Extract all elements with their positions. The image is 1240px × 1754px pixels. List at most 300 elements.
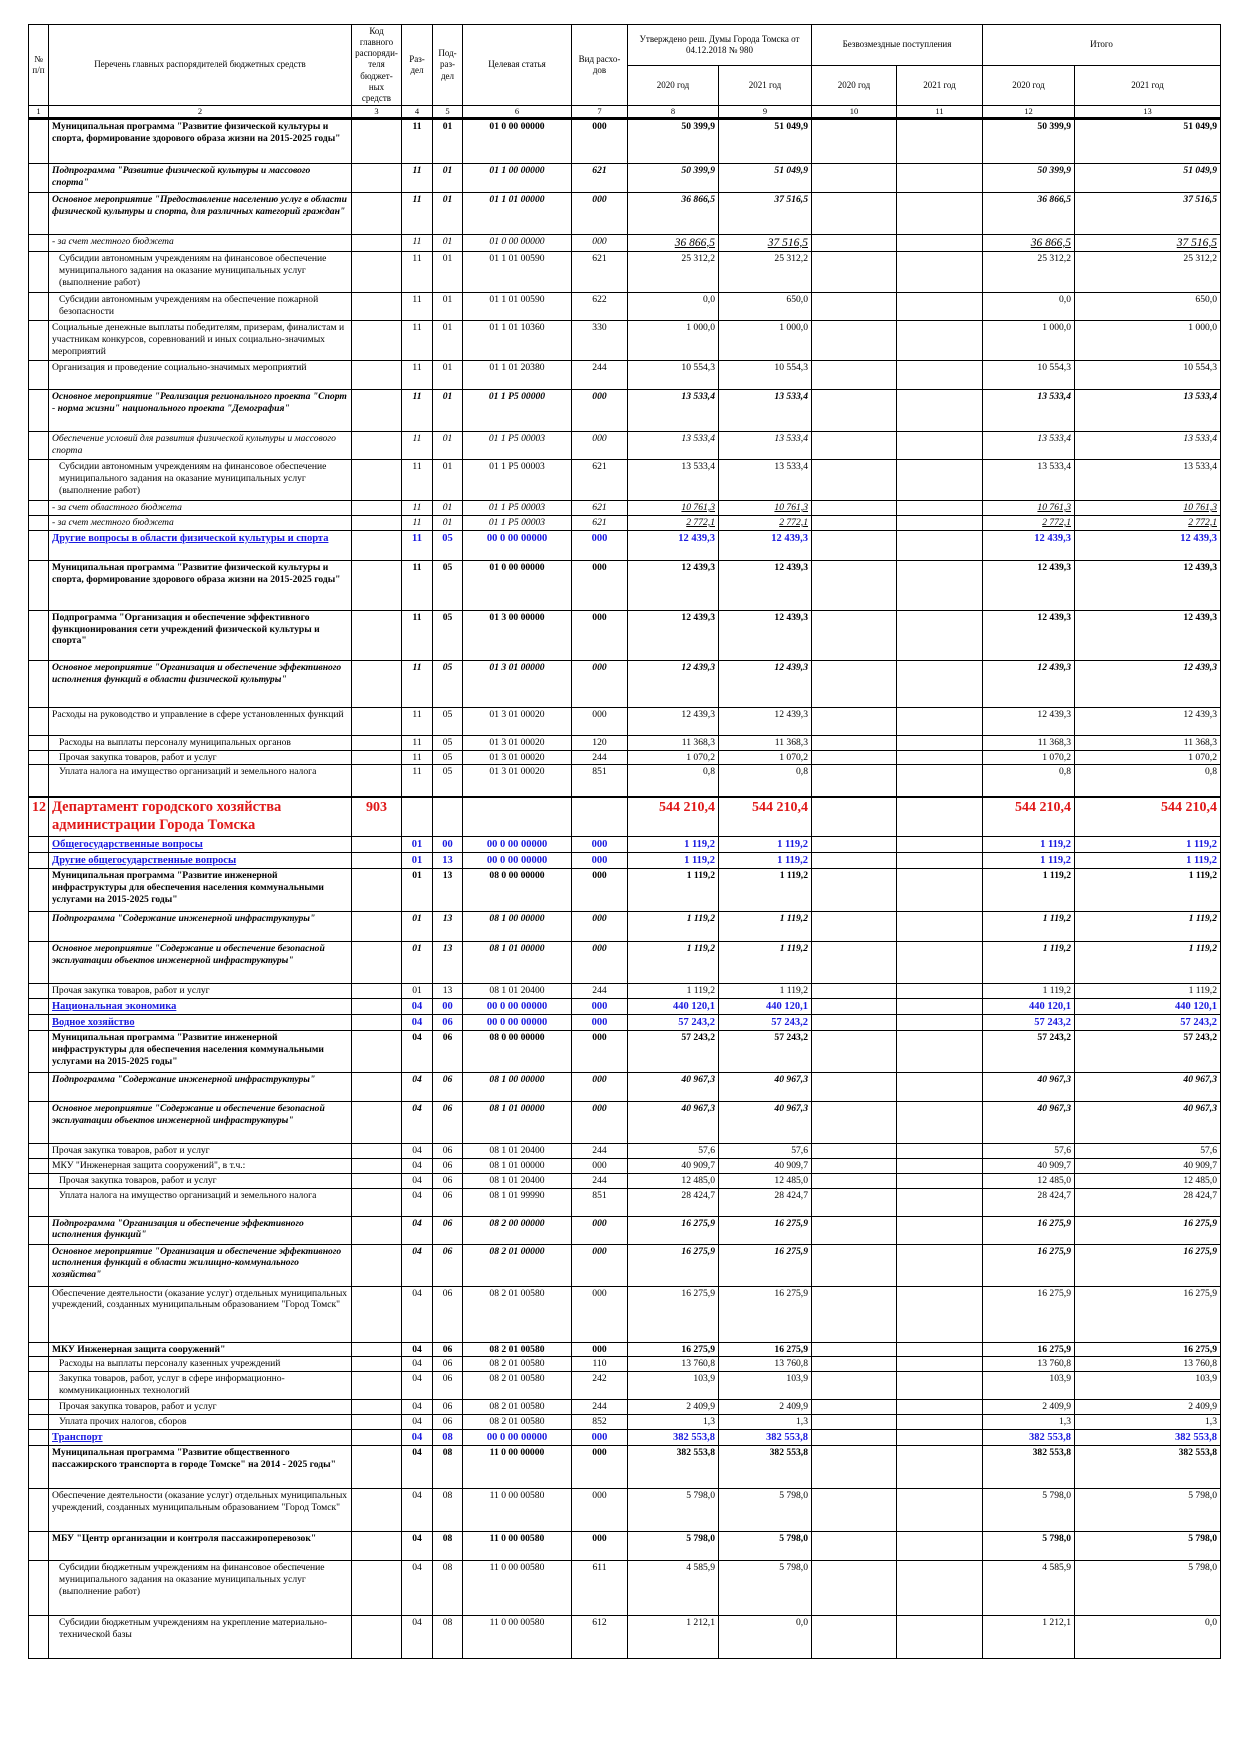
row-total-2020-cell: 1,3 (983, 1415, 1075, 1430)
row-subsection-cell: 05 (433, 560, 463, 610)
row-number-cell (29, 1173, 49, 1188)
row-number-cell (29, 500, 49, 515)
row-subsection-cell: 06 (433, 1415, 463, 1430)
row-subsection-cell: 06 (433, 1143, 463, 1158)
row-code-cell (352, 1286, 402, 1342)
row-total-2021-cell: 37 516,5 (1075, 192, 1221, 234)
row-target-cell: 00 0 00 00000 (463, 998, 572, 1014)
row-section-cell: 11 (402, 735, 433, 750)
row-total-2021-cell: 1 119,2 (1075, 868, 1221, 911)
row-number-cell (29, 1143, 49, 1158)
row-number-cell (29, 1357, 49, 1372)
row-total-2020-cell: 0,0 (983, 292, 1075, 320)
table-row (29, 660, 1221, 707)
table-row (29, 1286, 1221, 1342)
row-target-cell: 01 1 01 10360 (463, 320, 572, 360)
column-number: 7 (572, 106, 628, 119)
row-number-cell (29, 1415, 49, 1430)
row-name-cell: Основное мероприятие "Содержание и обеспечение безопасной эксплуатации объектов инженерной инфраструктуры" (49, 1101, 352, 1143)
row-total-2021-cell: 13 533,4 (1075, 431, 1221, 459)
row-target-cell: 08 2 01 00580 (463, 1400, 572, 1415)
row-total-2021-cell: 12 439,3 (1075, 560, 1221, 610)
row-total-2020-cell: 1 070,2 (983, 750, 1075, 765)
row-number-cell (29, 431, 49, 459)
row-total-2020-cell: 382 553,8 (983, 1430, 1075, 1446)
row-section-cell: 04 (402, 1372, 433, 1400)
row-total-2021-cell: 2 772,1 (1075, 515, 1221, 530)
row-code-cell (352, 1415, 402, 1430)
row-gratuitous-2020-cell (812, 560, 897, 610)
row-expense-type-cell: 000 (572, 118, 628, 163)
row-approved-2021-cell: 57,6 (719, 1143, 812, 1158)
row-expense-type-cell: 244 (572, 1143, 628, 1158)
row-total-2021-cell: 5 798,0 (1075, 1561, 1221, 1616)
row-expense-type-cell: 000 (572, 1216, 628, 1244)
row-code-cell (352, 500, 402, 515)
row-section-cell: 11 (402, 500, 433, 515)
row-target-cell: 08 1 01 99990 (463, 1188, 572, 1216)
row-number-cell (29, 251, 49, 292)
header-year-2020: 2020 год (983, 65, 1075, 106)
row-code-cell (352, 1216, 402, 1244)
row-gratuitous-2021-cell (897, 941, 983, 983)
row-section-cell: 04 (402, 1561, 433, 1616)
row-name-cell: Закупка товаров, работ, услуг в сфере информационно-коммуникационных технологий (49, 1372, 352, 1400)
row-total-2020-cell: 12 439,3 (983, 530, 1075, 560)
row-subsection-cell: 08 (433, 1616, 463, 1659)
row-subsection-cell: 08 (433, 1446, 463, 1489)
row-gratuitous-2020-cell (812, 1372, 897, 1400)
row-code-cell (352, 389, 402, 431)
header-subsection: Под-раз-дел (433, 25, 463, 106)
row-code-cell (352, 1188, 402, 1216)
row-code-cell (352, 1400, 402, 1415)
row-subsection-cell: 05 (433, 660, 463, 707)
row-section-cell: 01 (402, 941, 433, 983)
row-name-cell: Субсидии бюджетным учреждениям на укрепление материально-технической базы (49, 1616, 352, 1659)
row-section-cell: 11 (402, 750, 433, 765)
row-expense-type-cell: 000 (572, 868, 628, 911)
row-name-cell: Прочая закупка товаров, работ и услуг (49, 1400, 352, 1415)
row-target-cell: 01 3 00 00000 (463, 610, 572, 660)
row-approved-2020-cell: 12 439,3 (628, 660, 719, 707)
row-section-cell: 04 (402, 1173, 433, 1188)
row-number-cell (29, 765, 49, 797)
row-total-2021-cell: 1 119,2 (1075, 911, 1221, 941)
row-expense-type-cell: 330 (572, 320, 628, 360)
table-row (29, 431, 1221, 459)
table-row (29, 118, 1221, 163)
row-approved-2021-cell: 12 439,3 (719, 610, 812, 660)
row-name-cell: Транспорт (49, 1430, 352, 1446)
row-code-cell (352, 292, 402, 320)
row-target-cell: 01 0 00 00000 (463, 118, 572, 163)
row-number-cell (29, 735, 49, 750)
row-total-2021-cell: 11 368,3 (1075, 735, 1221, 750)
column-number: 10 (812, 106, 897, 119)
row-code-cell (352, 1616, 402, 1659)
row-name-cell: Основное мероприятие "Содержание и обеспечение безопасной эксплуатации объектов инженерной инфраструктуры" (49, 941, 352, 983)
row-target-cell: 01 1 01 00590 (463, 292, 572, 320)
row-target-cell: 08 1 01 20400 (463, 983, 572, 998)
row-target-cell: 08 2 01 00580 (463, 1342, 572, 1357)
row-subsection-cell: 01 (433, 192, 463, 234)
row-expense-type-cell: 621 (572, 500, 628, 515)
row-gratuitous-2021-cell (897, 707, 983, 735)
row-code-cell (352, 1357, 402, 1372)
row-gratuitous-2021-cell (897, 1430, 983, 1446)
row-number-cell: 12 (29, 797, 49, 836)
row-approved-2021-cell: 1 119,2 (719, 983, 812, 998)
row-total-2020-cell: 1 119,2 (983, 983, 1075, 998)
table-row (29, 1143, 1221, 1158)
row-approved-2021-cell: 12 439,3 (719, 707, 812, 735)
row-approved-2021-cell: 51 049,9 (719, 163, 812, 192)
row-total-2020-cell: 10 554,3 (983, 360, 1075, 389)
row-gratuitous-2020-cell (812, 1216, 897, 1244)
row-subsection-cell: 06 (433, 1158, 463, 1173)
header-year-2020: 2020 год (812, 65, 897, 106)
row-target-cell: 00 0 00 00000 (463, 1430, 572, 1446)
row-gratuitous-2020-cell (812, 1030, 897, 1072)
row-gratuitous-2020-cell (812, 1357, 897, 1372)
header-code: Код главного распоряди-теля бюджет-ных средств (352, 25, 402, 106)
row-approved-2021-cell: 37 516,5 (719, 192, 812, 234)
row-subsection-cell: 13 (433, 941, 463, 983)
row-code-cell (352, 1173, 402, 1188)
table-row (29, 1030, 1221, 1072)
table-row (29, 610, 1221, 660)
row-code-cell (352, 560, 402, 610)
row-subsection-cell: 05 (433, 735, 463, 750)
row-section-cell: 11 (402, 431, 433, 459)
table-row (29, 500, 1221, 515)
row-approved-2020-cell: 0,8 (628, 765, 719, 797)
row-number-cell (29, 852, 49, 868)
row-approved-2021-cell: 1 070,2 (719, 750, 812, 765)
row-name-cell: Уплата налога на имущество организаций и земельного налога (49, 765, 352, 797)
row-total-2021-cell: 40 967,3 (1075, 1072, 1221, 1101)
row-approved-2021-cell: 40 967,3 (719, 1101, 812, 1143)
row-gratuitous-2020-cell (812, 118, 897, 163)
row-approved-2020-cell: 1 119,2 (628, 868, 719, 911)
row-approved-2021-cell: 1 119,2 (719, 911, 812, 941)
row-number-cell (29, 234, 49, 251)
row-approved-2021-cell: 16 275,9 (719, 1244, 812, 1286)
row-subsection-cell: 06 (433, 1342, 463, 1357)
row-gratuitous-2020-cell (812, 1342, 897, 1357)
row-code-cell (352, 852, 402, 868)
row-target-cell: 01 3 01 00020 (463, 765, 572, 797)
row-gratuitous-2021-cell (897, 360, 983, 389)
row-gratuitous-2020-cell (812, 530, 897, 560)
row-target-cell: 08 2 00 00000 (463, 1216, 572, 1244)
row-total-2020-cell: 13 760,8 (983, 1357, 1075, 1372)
table-row (29, 1446, 1221, 1489)
row-total-2021-cell: 544 210,4 (1075, 797, 1221, 836)
row-total-2020-cell: 1 119,2 (983, 836, 1075, 852)
row-approved-2021-cell: 650,0 (719, 292, 812, 320)
column-number: 2 (49, 106, 352, 119)
row-gratuitous-2021-cell (897, 1561, 983, 1616)
row-code-cell (352, 192, 402, 234)
row-number-cell (29, 1446, 49, 1489)
row-code-cell (352, 459, 402, 500)
row-code-cell (352, 1561, 402, 1616)
header-expense-type: Вид расхо-дов (572, 25, 628, 106)
row-total-2021-cell: 13 533,4 (1075, 459, 1221, 500)
row-subsection-cell: 00 (433, 836, 463, 852)
row-approved-2020-cell: 13 533,4 (628, 459, 719, 500)
row-approved-2020-cell: 16 275,9 (628, 1286, 719, 1342)
row-approved-2020-cell: 5 798,0 (628, 1532, 719, 1561)
row-total-2020-cell: 440 120,1 (983, 998, 1075, 1014)
row-section-cell: 11 (402, 459, 433, 500)
row-name-cell: Подпрограмма "Организация и обеспечение эффективного функционирования сети учреждений физической культуры и спорта" (49, 610, 352, 660)
row-approved-2020-cell: 13 533,4 (628, 389, 719, 431)
row-gratuitous-2020-cell (812, 1489, 897, 1532)
row-expense-type-cell: 244 (572, 1400, 628, 1415)
row-approved-2020-cell: 12 439,3 (628, 707, 719, 735)
row-number-cell (29, 1616, 49, 1659)
row-gratuitous-2020-cell (812, 1244, 897, 1286)
row-section-cell: 11 (402, 118, 433, 163)
table-row (29, 320, 1221, 360)
row-total-2020-cell: 11 368,3 (983, 735, 1075, 750)
row-approved-2020-cell: 382 553,8 (628, 1446, 719, 1489)
row-approved-2020-cell: 13 760,8 (628, 1357, 719, 1372)
row-approved-2021-cell: 1 119,2 (719, 836, 812, 852)
row-approved-2021-cell: 28 424,7 (719, 1188, 812, 1216)
row-approved-2021-cell: 16 275,9 (719, 1286, 812, 1342)
row-section-cell: 04 (402, 1072, 433, 1101)
row-name-cell: Уплата налога на имущество организаций и земельного налога (49, 1188, 352, 1216)
row-approved-2020-cell: 13 533,4 (628, 431, 719, 459)
row-target-cell: 01 1 P5 00003 (463, 500, 572, 515)
row-approved-2021-cell: 13 760,8 (719, 1357, 812, 1372)
row-target-cell: 01 3 01 00000 (463, 660, 572, 707)
row-code-cell (352, 163, 402, 192)
row-total-2021-cell: 57 243,2 (1075, 1030, 1221, 1072)
row-total-2020-cell: 103,9 (983, 1372, 1075, 1400)
row-approved-2021-cell: 0,0 (719, 1616, 812, 1659)
row-total-2020-cell: 36 866,5 (983, 192, 1075, 234)
row-gratuitous-2021-cell (897, 560, 983, 610)
row-name-cell: Основное мероприятие "Организация и обеспечение эффективного исполнения функций в области физической культуры" (49, 660, 352, 707)
row-expense-type-cell: 000 (572, 836, 628, 852)
row-gratuitous-2021-cell (897, 1616, 983, 1659)
row-name-cell: Национальная экономика (49, 998, 352, 1014)
row-approved-2021-cell: 40 967,3 (719, 1072, 812, 1101)
table-row (29, 1430, 1221, 1446)
row-expense-type-cell: 244 (572, 983, 628, 998)
row-approved-2021-cell: 51 049,9 (719, 118, 812, 163)
row-approved-2020-cell: 4 585,9 (628, 1561, 719, 1616)
row-total-2020-cell: 13 533,4 (983, 431, 1075, 459)
row-number-cell (29, 1244, 49, 1286)
header-year-2021: 2021 год (897, 65, 983, 106)
row-approved-2020-cell: 1 119,2 (628, 983, 719, 998)
column-number: 6 (463, 106, 572, 119)
row-target-cell: 01 1 01 20380 (463, 360, 572, 389)
row-code-cell (352, 707, 402, 735)
row-name-cell: Обеспечение условий для развития физической культуры и массового спорта (49, 431, 352, 459)
row-approved-2020-cell: 40 967,3 (628, 1072, 719, 1101)
row-section-cell: 11 (402, 765, 433, 797)
row-code-cell (352, 836, 402, 852)
row-section-cell: 04 (402, 1143, 433, 1158)
row-total-2021-cell: 1 119,2 (1075, 983, 1221, 998)
row-expense-type-cell: 242 (572, 1372, 628, 1400)
row-total-2021-cell: 12 439,3 (1075, 660, 1221, 707)
row-target-cell: 08 1 01 00000 (463, 1158, 572, 1173)
row-gratuitous-2020-cell (812, 1532, 897, 1561)
row-gratuitous-2021-cell (897, 983, 983, 998)
row-expense-type-cell: 000 (572, 998, 628, 1014)
row-total-2020-cell: 1 119,2 (983, 911, 1075, 941)
table-row (29, 1561, 1221, 1616)
row-section-cell: 11 (402, 389, 433, 431)
row-gratuitous-2021-cell (897, 163, 983, 192)
row-code-cell (352, 1372, 402, 1400)
row-subsection-cell: 01 (433, 389, 463, 431)
row-expense-type-cell: 244 (572, 1173, 628, 1188)
row-approved-2020-cell: 1 119,2 (628, 941, 719, 983)
row-target-cell: 00 0 00 00000 (463, 530, 572, 560)
row-approved-2020-cell: 40 967,3 (628, 1101, 719, 1143)
row-total-2020-cell: 2 772,1 (983, 515, 1075, 530)
row-approved-2021-cell: 440 120,1 (719, 998, 812, 1014)
row-target-cell: 11 0 00 00580 (463, 1561, 572, 1616)
table-row (29, 707, 1221, 735)
row-total-2021-cell: 1 000,0 (1075, 320, 1221, 360)
row-target-cell: 08 0 00 00000 (463, 868, 572, 911)
table-row (29, 1158, 1221, 1173)
row-gratuitous-2020-cell (812, 389, 897, 431)
row-expense-type-cell: 000 (572, 1342, 628, 1357)
row-gratuitous-2021-cell (897, 797, 983, 836)
row-section-cell: 01 (402, 868, 433, 911)
row-gratuitous-2021-cell (897, 251, 983, 292)
row-gratuitous-2020-cell (812, 868, 897, 911)
budget-table (28, 24, 1221, 1659)
header-year-2021: 2021 год (719, 65, 812, 106)
row-total-2021-cell: 37 516,5 (1075, 234, 1221, 251)
row-section-cell: 04 (402, 1532, 433, 1561)
row-name-cell: Основное мероприятие "Организация и обеспечение эффективного исполнения функций в области жилищно-коммунального хозяйства" (49, 1244, 352, 1286)
row-approved-2020-cell: 12 439,3 (628, 560, 719, 610)
table-row (29, 998, 1221, 1014)
row-gratuitous-2020-cell (812, 1158, 897, 1173)
row-code-cell (352, 1143, 402, 1158)
row-number-cell (29, 389, 49, 431)
row-gratuitous-2021-cell (897, 1446, 983, 1489)
row-gratuitous-2021-cell (897, 1342, 983, 1357)
row-approved-2020-cell: 10 761,3 (628, 500, 719, 515)
table-body (29, 118, 1221, 1658)
row-gratuitous-2021-cell (897, 1415, 983, 1430)
row-subsection-cell: 06 (433, 1173, 463, 1188)
row-gratuitous-2021-cell (897, 500, 983, 515)
row-total-2021-cell: 51 049,9 (1075, 118, 1221, 163)
row-number-cell (29, 1030, 49, 1072)
row-code-cell (352, 1030, 402, 1072)
row-gratuitous-2021-cell (897, 1286, 983, 1342)
row-total-2020-cell: 16 275,9 (983, 1244, 1075, 1286)
row-name-cell: Основное мероприятие "Предоставление населению услуг в области физической культуры и спорта, для различных категорий граждан" (49, 192, 352, 234)
table-row (29, 360, 1221, 389)
row-approved-2021-cell: 5 798,0 (719, 1532, 812, 1561)
row-approved-2021-cell: 382 553,8 (719, 1446, 812, 1489)
row-approved-2021-cell: 10 761,3 (719, 500, 812, 515)
row-approved-2020-cell: 40 909,7 (628, 1158, 719, 1173)
table-row (29, 1532, 1221, 1561)
row-target-cell: 01 1 00 00000 (463, 163, 572, 192)
row-name-cell: Подпрограмма "Организация и обеспечение эффективного исполнения функций" (49, 1216, 352, 1244)
row-number-cell (29, 1489, 49, 1532)
row-expense-type-cell: 000 (572, 1158, 628, 1173)
row-section-cell: 04 (402, 1216, 433, 1244)
row-approved-2020-cell: 12 439,3 (628, 530, 719, 560)
row-total-2020-cell: 13 533,4 (983, 459, 1075, 500)
row-expense-type-cell: 244 (572, 750, 628, 765)
row-approved-2020-cell: 57,6 (628, 1143, 719, 1158)
row-gratuitous-2020-cell (812, 320, 897, 360)
row-gratuitous-2021-cell (897, 320, 983, 360)
row-approved-2020-cell: 5 798,0 (628, 1489, 719, 1532)
row-number-cell (29, 459, 49, 500)
table-row (29, 941, 1221, 983)
row-gratuitous-2020-cell (812, 735, 897, 750)
row-code-cell (352, 1072, 402, 1101)
row-target-cell: 08 1 01 20400 (463, 1173, 572, 1188)
row-gratuitous-2020-cell (812, 1143, 897, 1158)
row-approved-2020-cell: 2 409,9 (628, 1400, 719, 1415)
row-subsection-cell: 01 (433, 431, 463, 459)
row-target-cell: 01 0 00 00000 (463, 234, 572, 251)
row-section-cell: 04 (402, 1616, 433, 1659)
row-section-cell: 01 (402, 852, 433, 868)
row-gratuitous-2020-cell (812, 660, 897, 707)
row-name-cell: МБУ "Центр организации и контроля пассажироперевозок" (49, 1532, 352, 1561)
row-target-cell: 00 0 00 00000 (463, 1014, 572, 1030)
row-section-cell: 11 (402, 610, 433, 660)
row-code-cell (352, 1101, 402, 1143)
row-total-2020-cell: 40 909,7 (983, 1158, 1075, 1173)
row-total-2020-cell: 40 967,3 (983, 1072, 1075, 1101)
row-approved-2020-cell: 25 312,2 (628, 251, 719, 292)
row-approved-2020-cell: 1 212,1 (628, 1616, 719, 1659)
row-expense-type-cell: 244 (572, 360, 628, 389)
row-approved-2020-cell: 440 120,1 (628, 998, 719, 1014)
row-total-2021-cell: 0,0 (1075, 1616, 1221, 1659)
row-subsection-cell: 06 (433, 1072, 463, 1101)
row-total-2021-cell: 40 909,7 (1075, 1158, 1221, 1173)
row-gratuitous-2021-cell (897, 1101, 983, 1143)
row-total-2021-cell: 0,8 (1075, 765, 1221, 797)
row-number-cell (29, 1158, 49, 1173)
row-number-cell (29, 1072, 49, 1101)
row-total-2021-cell: 13 760,8 (1075, 1357, 1221, 1372)
row-gratuitous-2020-cell (812, 1616, 897, 1659)
column-number: 8 (628, 106, 719, 119)
row-approved-2021-cell: 13 533,4 (719, 389, 812, 431)
header-distributors: Перечень главных распорядителей бюджетных средств (49, 25, 352, 106)
column-number: 13 (1075, 106, 1221, 119)
row-code-cell: 903 (352, 797, 402, 836)
row-approved-2020-cell: 57 243,2 (628, 1014, 719, 1030)
row-approved-2021-cell: 11 368,3 (719, 735, 812, 750)
